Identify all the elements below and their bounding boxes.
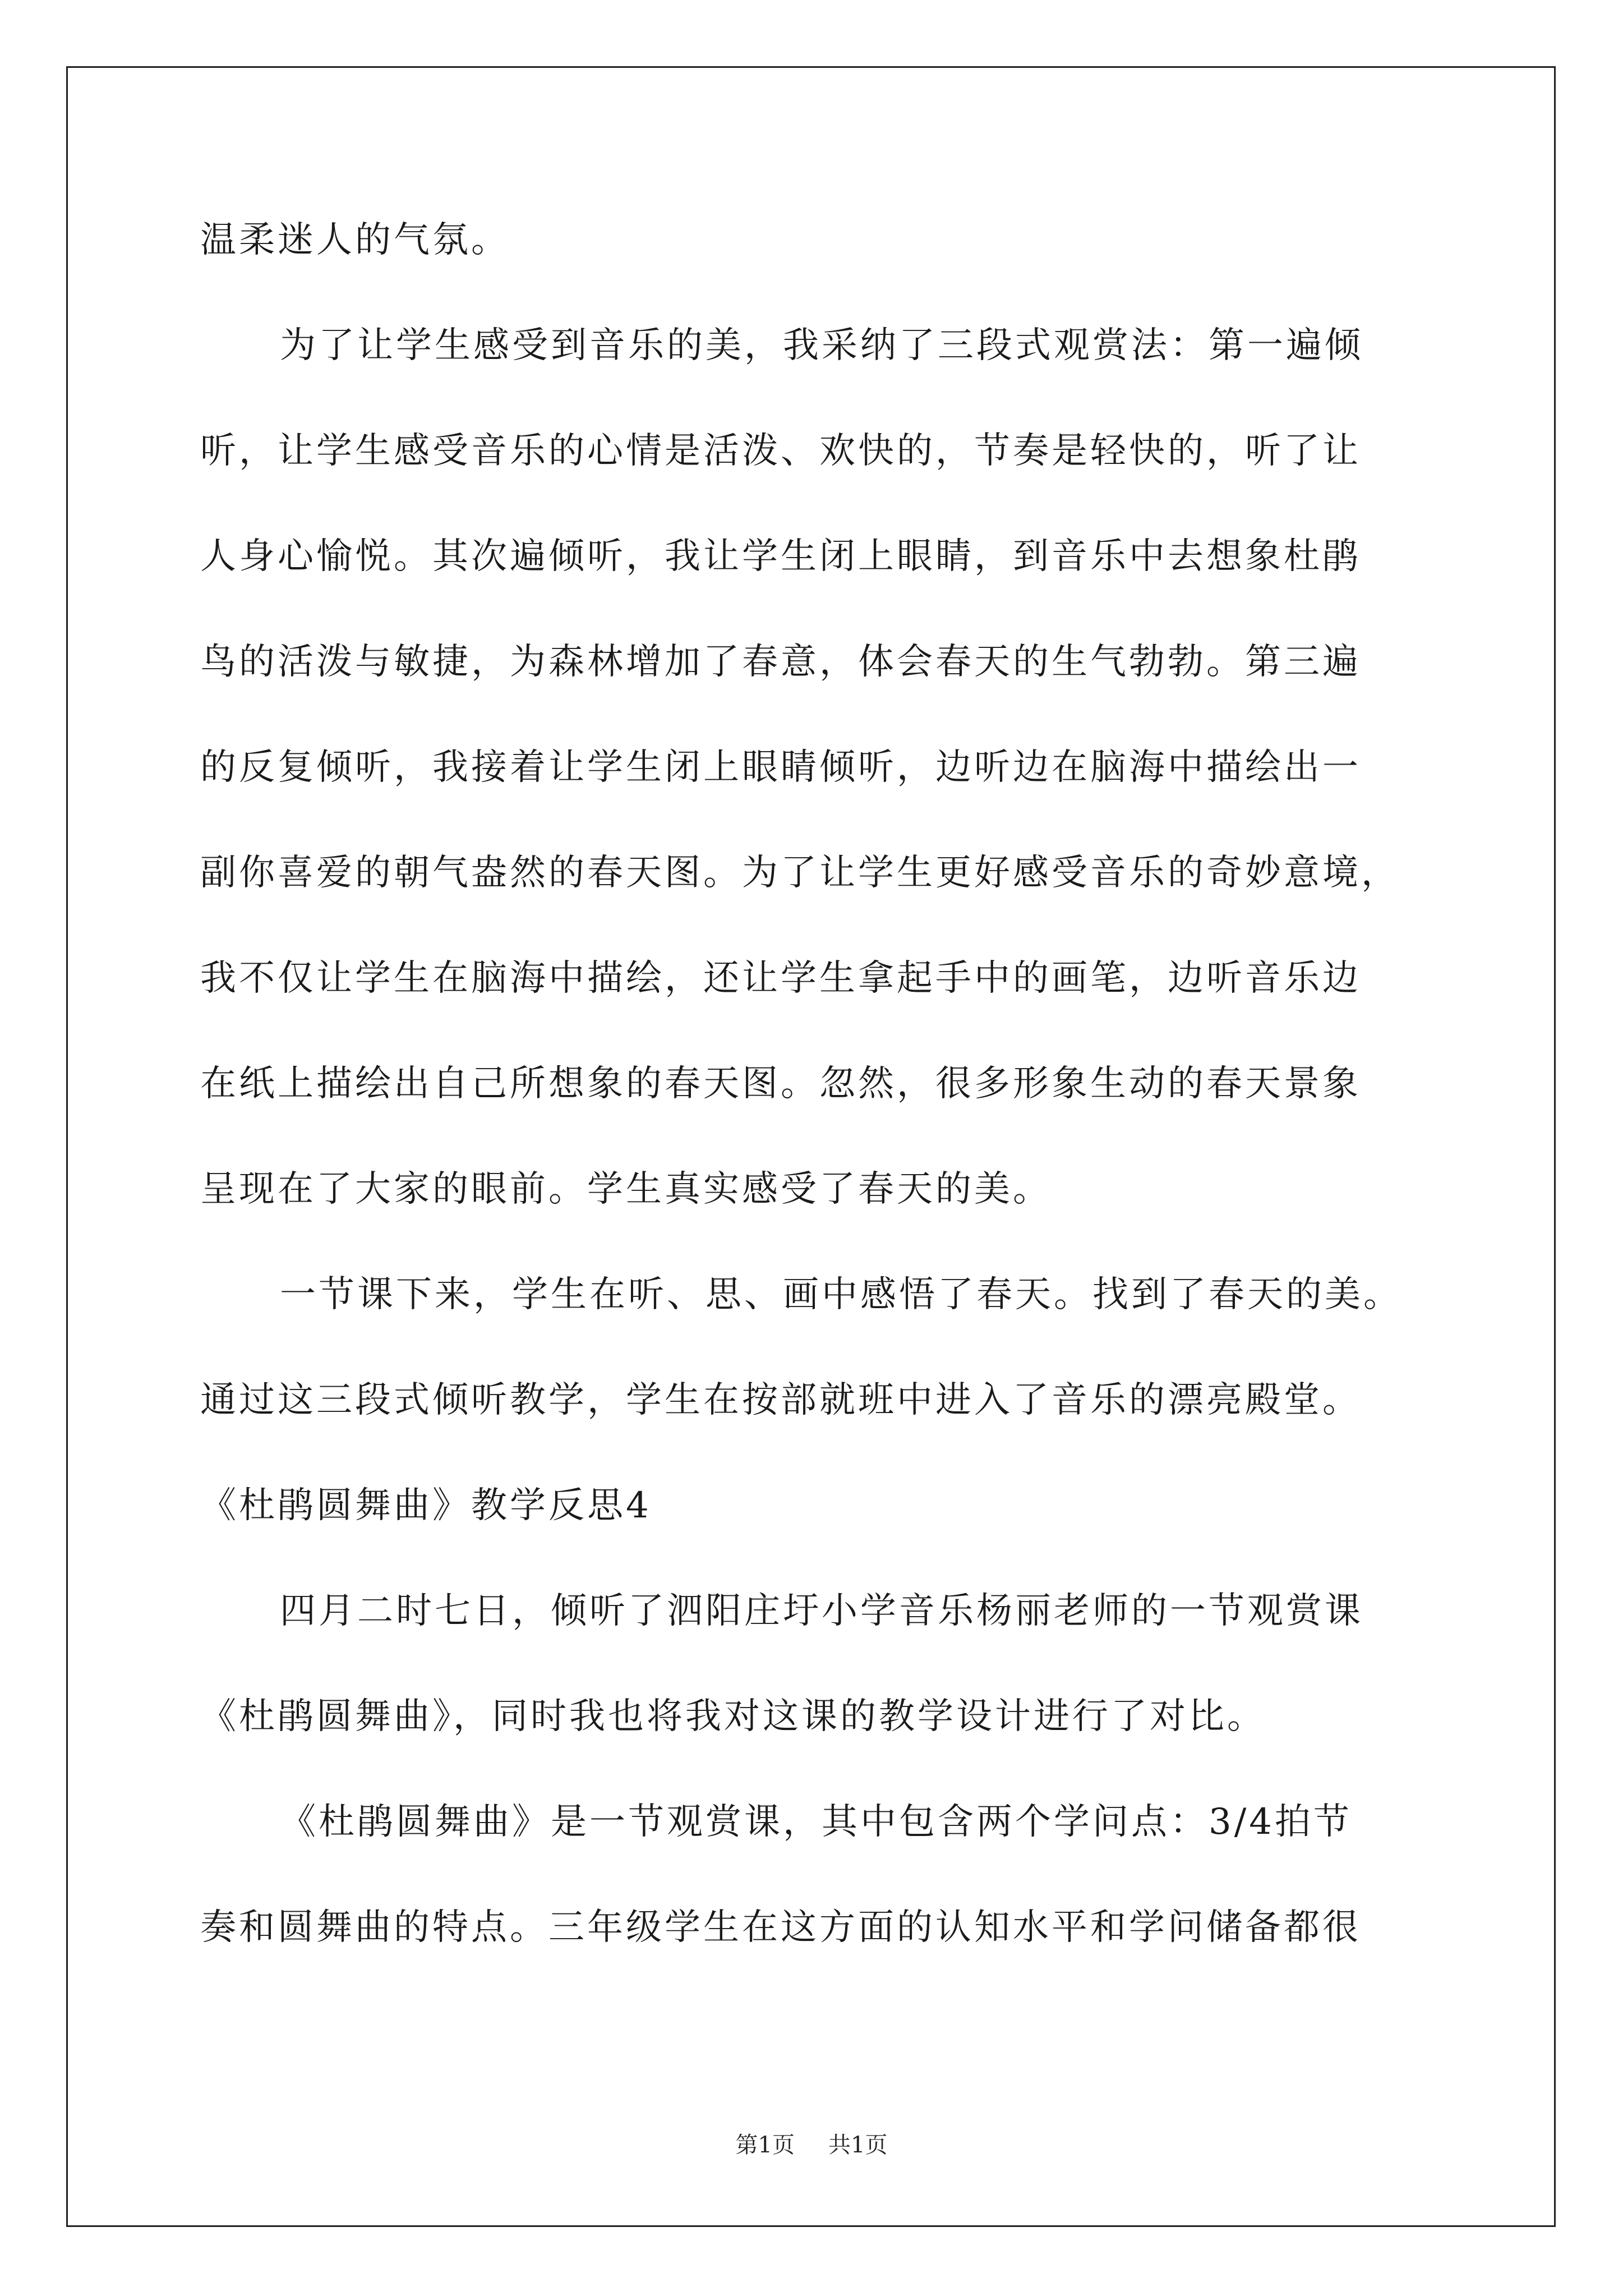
- document-body: [200, 220, 1456, 2013]
- text-line: 呈现在了大家的眼前。学生真实感受了春天的美。: [200, 1168, 1052, 1210]
- text-line: 一节课下来，学生在听、思、画中感悟了春天。找到了春天的美。: [280, 1274, 1402, 1315]
- text-line: 四月二时七日，倾听了泗阳庄圩小学音乐杨丽老师的一节观赏课: [280, 1590, 1363, 1632]
- text-line: 的反复倾听，我接着让学生闭上眼睛倾听，边听边在脑海中描绘出一: [200, 747, 1361, 788]
- text-line: 《杜鹃圆舞曲》，同时我也将我对这课的教学设计进行了对比。: [200, 1696, 1266, 1737]
- text-line: 听，让学生感受音乐的心情是活泼、欢快的，节奏是轻快的，听了让: [200, 430, 1361, 472]
- text-line: 副你喜爱的朝气盎然的春天图。为了让学生更好感受音乐的奇妙意境，: [200, 852, 1400, 894]
- text-line: 为了让学生感受到音乐的美，我采纳了三段式观赏法：第一遍倾: [280, 325, 1363, 366]
- page-total: 共1页: [828, 2132, 888, 2158]
- text-line: 温柔迷人的气氛。: [200, 219, 510, 261]
- page-number: 第1页: [735, 2132, 795, 2158]
- text-line: 通过这三段式倾听教学，学生在按部就班中进入了音乐的漂亮殿堂。: [200, 1379, 1361, 1421]
- text-line: 《杜鹃圆舞曲》是一节观赏课，其中包含两个学问点：3/4拍节: [280, 1801, 1352, 1843]
- page-footer: [0, 2132, 1623, 2159]
- text-line: 人身心愉悦。其次遍倾听，我让学生闭上眼睛，到音乐中去想象杜鹃: [200, 536, 1361, 577]
- text-line: 我不仅让学生在脑海中描绘，还让学生拿起手中的画笔，边听音乐边: [200, 958, 1361, 999]
- text-line: 奏和圆舞曲的特点。三年级学生在这方面的认知水平和学问储备都很: [200, 1907, 1361, 1948]
- section-heading: 《杜鹃圆舞曲》教学反思4: [200, 1485, 652, 1526]
- text-line: 在纸上描绘出自己所想象的春天图。忽然，很多形象生动的春天景象: [200, 1063, 1361, 1105]
- text-line: 鸟的活泼与敏捷，为森林增加了春意，体会春天的生气勃勃。第三遍: [200, 641, 1361, 683]
